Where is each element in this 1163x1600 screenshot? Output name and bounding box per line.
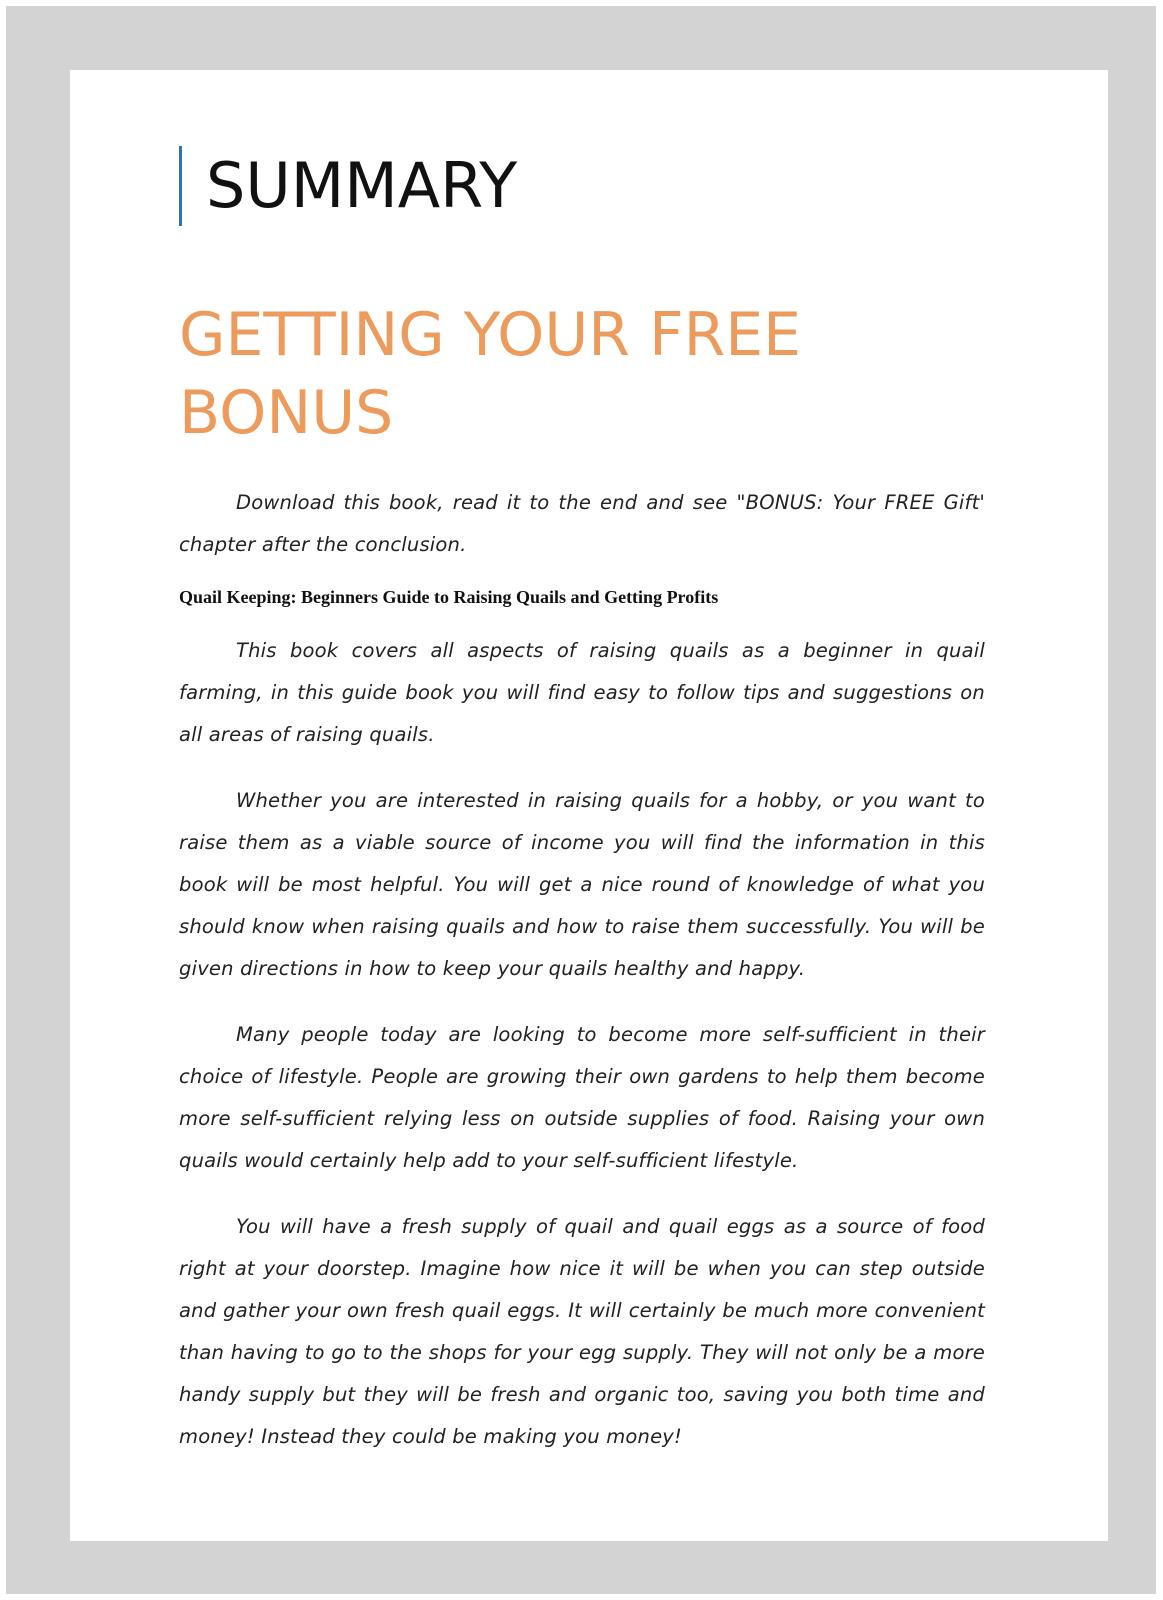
heading-accent-bar [179, 146, 182, 226]
book-title: Quail Keeping: Beginners Guide to Raising Quails and Getting Profits [179, 587, 719, 607]
download-note: Download this book, read it to the end and see "BONUS: Your FREE Gift' chapter after the conclusion. [179, 491, 985, 556]
paragraph-2: Whether you are interested in raising quails for a hobby, or you want to raise them as a viable source of income you will find the information in this book will be most helpful. You will get a nice round of knowledge of what you should know when raising quails and how to raise them successfully. You will be given directions in how to keep your quails healthy and happy. [179, 789, 985, 980]
paragraph-4: You will have a fresh supply of quail and quail eggs as a source of food right at your doorstep. Imagine how nice it will be when you can step outside and gather your own fresh quail eggs. It will certainly be much more convenient than having to go to the shops for your egg supply. They will not only be a more handy supply but they will be fresh and organic too, saving you both time and money! Instead they could be making you money! [179, 1215, 985, 1448]
summary-heading-block [179, 146, 985, 226]
summary-heading: SUMMARY [206, 149, 518, 222]
bonus-heading: GETTING YOUR FREE BONUS [179, 300, 802, 448]
page-content [179, 146, 985, 1458]
paragraph-3: Many people today are looking to become more self-sufficient in their choice of lifestyle. People are growing their own gardens to help them become more self-sufficient relying less on outside supplies of food. Raising your own quails would certainly help add to your self-sufficient lifestyle. [179, 1023, 985, 1172]
paragraph-1: This book covers all aspects of raising quails as a beginner in quail farming, in this guide book you will find easy to follow tips and suggestions on all areas of raising quails. [179, 639, 985, 746]
